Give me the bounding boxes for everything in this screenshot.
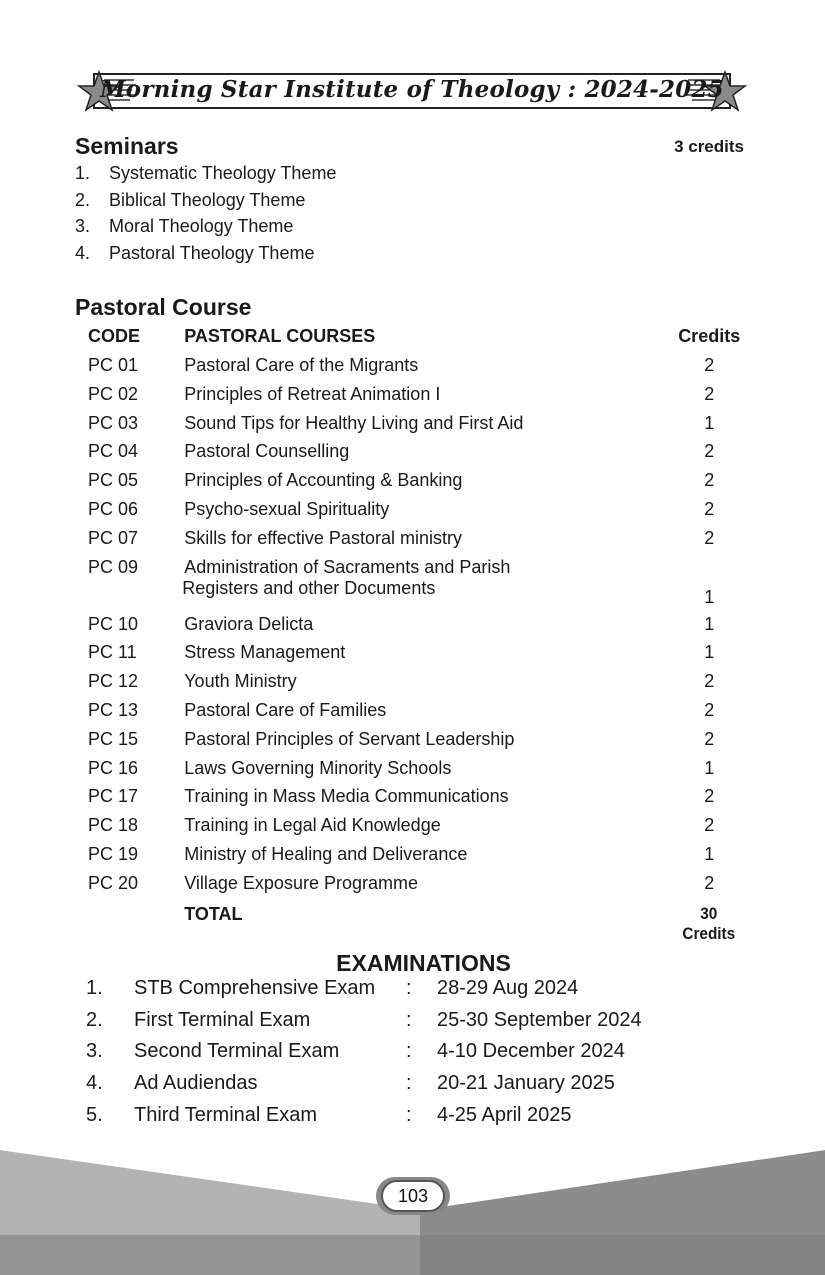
row-credits: 2 [704, 355, 715, 375]
list-item [86, 1040, 642, 1072]
item-number: 1. [75, 163, 91, 183]
total-label: TOTAL [184, 903, 243, 924]
item-number: 5. [86, 1103, 103, 1126]
row-credits: 1 [704, 757, 715, 778]
row-course: Training in Mass Media Communications [184, 786, 509, 807]
row-code: PC 07 [88, 527, 139, 548]
row-code: PC 19 [88, 843, 139, 864]
header-credits: Credits [678, 326, 741, 346]
row-course: Sound Tips for Healthy Living and First Aid [184, 412, 524, 433]
row-credits: 1 [704, 586, 715, 607]
exam-date: 4-10 December 2024 [437, 1040, 625, 1063]
row-course: Principles of Retreat Animation I [184, 383, 441, 404]
exam-name: First Terminal Exam [134, 1008, 311, 1031]
row-code: PC 17 [88, 786, 139, 807]
table-row [88, 700, 748, 729]
list-item [86, 1072, 642, 1104]
row-code: PC 05 [88, 470, 139, 491]
separator: : [406, 1040, 412, 1063]
row-code: PC 13 [88, 699, 139, 720]
row-credits: 2 [704, 786, 715, 807]
row-course: Pastoral Counselling [184, 441, 350, 462]
row-credits: 2 [704, 441, 715, 462]
row-credits: 2 [704, 815, 715, 836]
row-code: PC 01 [88, 355, 139, 375]
row-course: Principles of Accounting & Banking [184, 470, 463, 491]
course-line-1: Administration of Sacraments and Parish [184, 556, 511, 577]
row-course: Pastoral Principles of Servant Leadership [184, 728, 515, 749]
row-course: Pastoral Care of Families [184, 699, 387, 720]
list-item [86, 1009, 642, 1041]
row-code: PC 10 [88, 613, 139, 634]
course-line-2: Registers and other Documents [182, 577, 436, 598]
row-code: PC 02 [88, 383, 139, 404]
row-code: PC 11 [88, 642, 137, 663]
row-credits: 2 [704, 527, 715, 548]
row-credits: 2 [704, 498, 715, 519]
item-number: 2. [75, 189, 91, 210]
row-credits: 2 [704, 728, 715, 749]
separator: : [406, 1008, 412, 1031]
header-banner [74, 70, 750, 114]
exam-name: Ad Audiendas [134, 1072, 258, 1095]
table-row [88, 873, 748, 902]
seminars-credits: 3 credits [674, 137, 744, 156]
exam-date: 28-29 Aug 2024 [437, 977, 579, 999]
row-course: Graviora Delicta [184, 613, 314, 634]
separator: : [406, 977, 412, 999]
row-course: Pastoral Care of the Migrants [184, 355, 419, 375]
row-code: PC 09 [88, 556, 139, 577]
row-code: PC 18 [88, 815, 139, 836]
row-code: PC 16 [88, 757, 139, 778]
table-row [88, 815, 748, 844]
table-row [88, 758, 748, 787]
row-code: PC 03 [88, 412, 139, 433]
row-course: Stress Management [184, 642, 346, 663]
table-total-row [88, 902, 748, 944]
table-row [88, 786, 748, 815]
row-course: Training in Legal Aid Knowledge [184, 815, 441, 836]
row-credits: 2 [704, 470, 715, 491]
table-row [88, 441, 748, 470]
row-course: Laws Governing Minority Schools [184, 757, 452, 778]
row-code: PC 12 [88, 671, 139, 692]
table-row [88, 355, 748, 384]
row-credits: 1 [704, 843, 715, 864]
row-code: PC 15 [88, 728, 139, 749]
row-credits: 2 [704, 671, 715, 692]
row-course: Youth Ministry [184, 671, 297, 692]
list-item [75, 190, 336, 217]
row-credits: 1 [704, 412, 715, 433]
table-row [88, 499, 748, 528]
separator: : [406, 1072, 412, 1095]
table-row [88, 614, 748, 643]
exam-name: Second Terminal Exam [134, 1040, 340, 1063]
item-number: 4. [86, 1072, 103, 1095]
table-row [88, 671, 748, 700]
item-number: 4. [75, 242, 91, 263]
table-row [88, 729, 748, 758]
exam-name: STB Comprehensive Exam [134, 977, 376, 999]
seminars-heading: Seminars [75, 133, 179, 159]
item-number: 2. [86, 1008, 103, 1031]
table-row [88, 413, 748, 442]
examinations-heading: EXAMINATIONS [336, 950, 511, 976]
row-credits: 2 [704, 872, 715, 893]
row-code: PC 06 [88, 498, 139, 519]
item-label: Systematic Theology Theme [109, 163, 337, 183]
row-course [184, 557, 670, 614]
exam-date: 25-30 September 2024 [437, 1008, 642, 1031]
exam-date: 4-25 April 2025 [437, 1103, 572, 1126]
row-credits: 1 [704, 642, 715, 663]
examinations-list [86, 977, 642, 1135]
table-row [88, 384, 748, 413]
separator: : [406, 1103, 412, 1126]
total-credits: 30 Credits [682, 903, 736, 943]
exam-date: 20-21 January 2025 [437, 1072, 615, 1095]
table-row [88, 642, 748, 671]
row-credits: 2 [704, 699, 715, 720]
row-code: PC 20 [88, 872, 139, 893]
exam-name: Third Terminal Exam [134, 1103, 318, 1126]
header-course: PASTORAL COURSES [184, 326, 376, 346]
item-label: Pastoral Theology Theme [109, 242, 315, 263]
list-item [75, 163, 336, 190]
row-course: Village Exposure Programme [184, 872, 418, 893]
row-code: PC 04 [88, 441, 139, 462]
pastoral-table [88, 326, 748, 944]
list-item [86, 977, 642, 1009]
row-credits: 1 [704, 613, 715, 634]
row-credits: 2 [704, 383, 715, 404]
page-number: 103 [381, 1180, 445, 1212]
item-label: Biblical Theology Theme [109, 189, 306, 210]
pastoral-heading: Pastoral Course [75, 294, 252, 320]
list-item [86, 1104, 642, 1136]
item-number: 3. [75, 216, 91, 236]
row-course: Psycho-sexual Spirituality [184, 498, 390, 519]
table-row [88, 557, 748, 614]
list-item [75, 243, 336, 270]
page-title: Morning Star Institute of Theology : 2024-2025 [100, 76, 724, 103]
item-label: Moral Theology Theme [109, 216, 294, 236]
list-item [75, 216, 336, 243]
table-row [88, 470, 748, 499]
item-number: 3. [86, 1040, 103, 1063]
table-row [88, 528, 748, 557]
row-course: Ministry of Healing and Deliverance [184, 843, 468, 864]
table-row [88, 844, 748, 873]
row-course: Skills for effective Pastoral ministry [184, 527, 462, 548]
table-header-row [88, 326, 748, 355]
seminars-list [75, 163, 336, 269]
header-code: CODE [88, 326, 141, 346]
item-number: 1. [86, 977, 103, 999]
